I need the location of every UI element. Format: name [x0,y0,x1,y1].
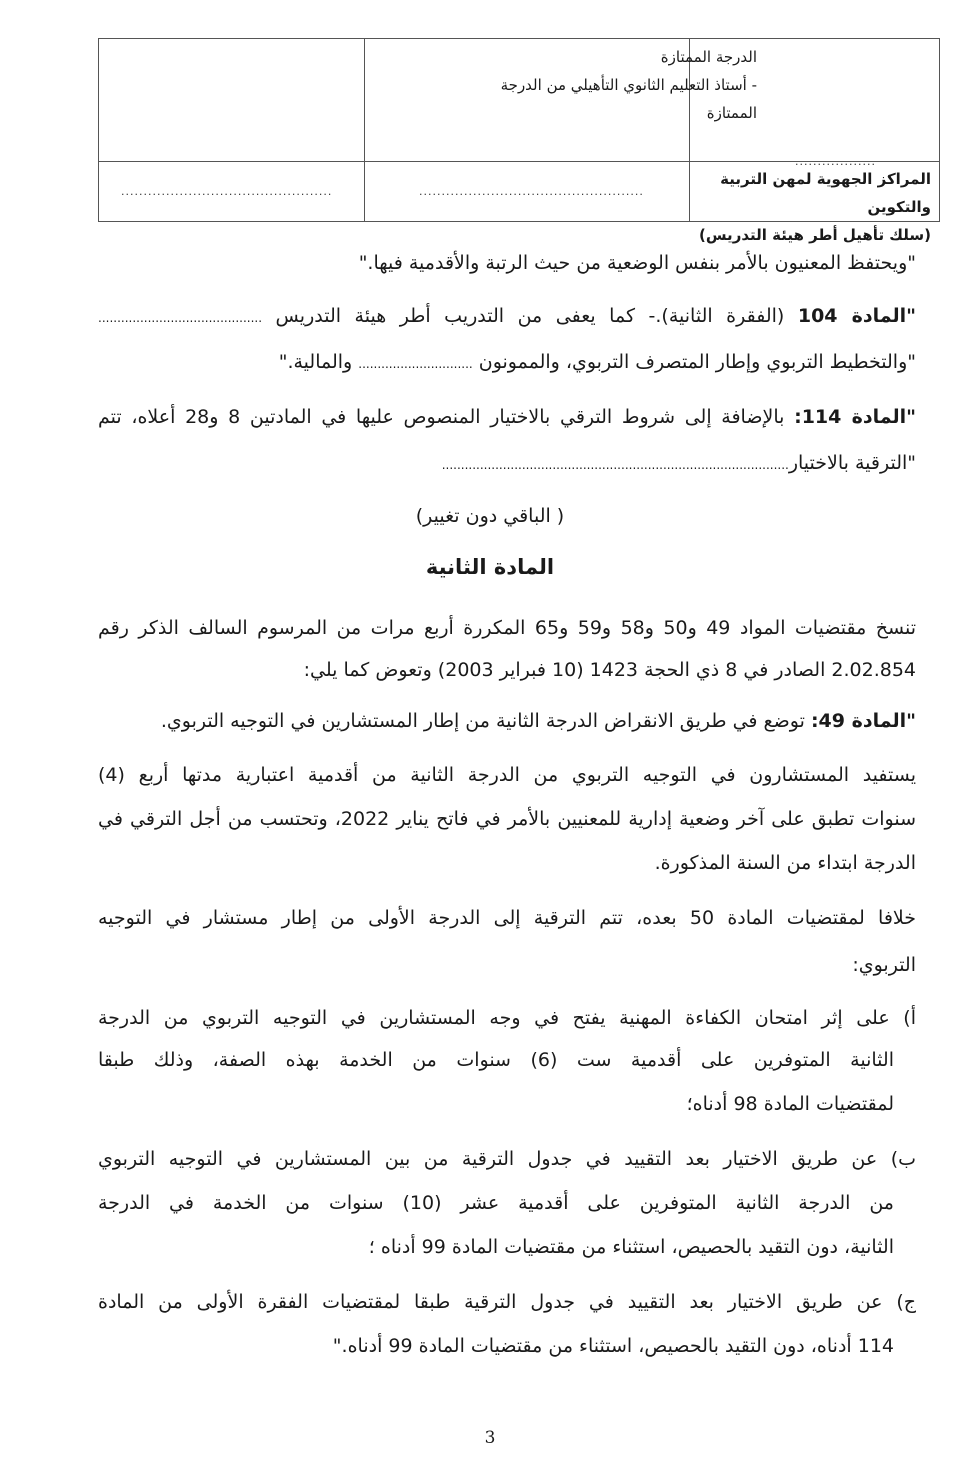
article-label: "المادة 104 [797,305,917,327]
grades-table [98,38,940,244]
article-label: "المادة 49: [810,710,916,732]
table-cell-grade [437,43,757,127]
article-two-title: المادة الثانية [425,555,555,579]
table-dots: .................. [795,155,876,168]
article-text: (الفقرة الثانية).- كما يعفى من التدريب أطر هيئة التدريس [262,305,798,327]
paragraph-line: 2.02.854 الصادر في 8 ذي الحجة 1423 (10 فبراير 2003) وتعوض كما يلي: [303,659,916,681]
table-cell-institution [691,165,931,249]
table-divider [364,39,365,221]
table-dots: .................................................. [419,185,644,198]
text-line [279,347,916,379]
article-text: بالإضافة إلى شروط الترقي بالاختيار المنصوص عليها في المادتين 8 و28 أعلاه، تتم [98,406,795,428]
article-label: "المادة 114: [794,406,916,428]
text-line: "ويحتفظ المعنيون بالأمر بنفس الوضعية من حيث الرتبة والأقدمية فيها." [358,252,916,274]
list-item-b: ب) عن طريق الاختيار بعد التقييد في جدول الترقية من بين المستشارين في التوجيه التربوي [98,1148,916,1170]
article-text: توضع في طريق الانقراض الدرجة الثانية من إطار المستشارين في التوجيه التربوي. [160,710,811,732]
article-104-line [98,301,916,333]
list-item-c: ج) عن طريق الاختيار بعد التقييد في جدول الترقية طبقا لمقتضيات الفقرة الأولى من المادة [98,1291,916,1313]
rest-unchanged-note: ( الباقي دون تغيير) [415,505,565,527]
article-49-line [161,706,916,736]
table-cell-line: - أستاذ التعليم الثانوي التأهيلي من الدرجة [500,76,757,94]
paragraph-line: تنسخ مقتضيات المواد 49 و50 و58 و59 و65 المكررة أربع مرات من المرسوم السالف الذكر رقم [98,617,917,639]
table-dots: ............................................... [121,185,333,198]
list-item-a: الثانية المتوفرين على أقدمية ست (6) سنوات من الخدمة بهذه الصفة، وذلك طبقا [98,1049,894,1071]
page-number: 3 [484,1428,496,1448]
list-item-a: أ) على إثر امتحان الكفاءة المهنية يفتح في وجه المستشارين في التوجيه التربوي من الدرجة [98,1007,916,1029]
table-cell-line: (سلك تأهيل أطر هيئة التدريس) [699,226,931,244]
dots: ........................................... [98,311,263,325]
list-item-b: الثانية، دون التقيد بالحصيص، استثناء من مقتضيات المادة 99 أدناه ؛ [368,1236,894,1258]
dots: ........................................................................................... [441,458,789,472]
text-segment: "الترقية بالاختيار [788,452,916,474]
table-cell-line: الدرجة الممتازة [660,48,757,66]
paragraph-line: خلافا لمقتضيات المادة 50 بعده، تتم الترقية إلى الدرجة الأولى من إطار مستشار في التوجيه [98,907,916,929]
list-item-c: 114 أدناه، دون التقيد بالحصيص، استثناء من مقتضيات المادة 99 أدناه." [332,1335,894,1357]
table-cell-line: المراكز الجهوية لمهن التربية والتكوين [720,170,931,216]
article-114-line [98,402,916,432]
list-item-a: لمقتضيات المادة 98 أدناه؛ [686,1093,894,1115]
text-segment: "والتخطيط التربوي وإطار المتصرف التربوي، والممونون [472,351,916,373]
paragraph-line: سنوات تطبق على آخر وضعية إدارية للمعنيين بالأمر في فاتح يناير 2022، وتحتسب من أجل الترقي في [98,808,916,830]
text-line [442,448,916,480]
paragraph-line: يستفيد المستشارون في التوجيه التربوي من الدرجة الثانية من أقدمية اعتبارية مدتها أربع (4) [98,764,916,786]
text-segment: والمالية." [278,351,359,373]
dots: .............................. [358,357,473,371]
table-cell-line: الممتازة [706,104,757,122]
paragraph-line: الدرجة ابتداء من السنة المذكورة. [654,852,916,874]
list-item-b: من الدرجة الثانية المتوفرين على أقدمية عشر (10) سنوات من الخدمة في الدرجة [98,1192,894,1214]
paragraph-line: التربوي: [852,954,916,976]
